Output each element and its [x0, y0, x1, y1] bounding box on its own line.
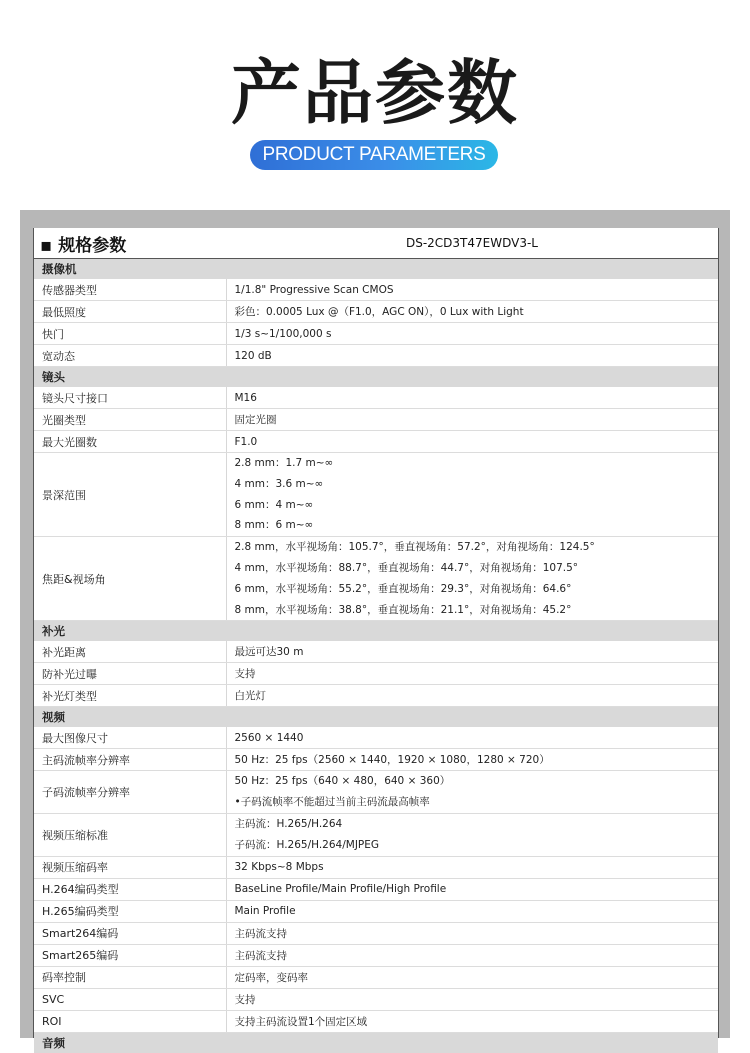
row-value: 支持主码流设置1个固定区域: [226, 1010, 718, 1032]
row-label: 视频压缩标准: [34, 813, 226, 856]
row-label: 防补光过曝: [34, 663, 226, 685]
row-value: 50 Hz：25 fps（2560 × 1440，1920 × 1080，1280 × 720）: [226, 749, 718, 771]
table-row: [34, 988, 718, 1010]
row-value: F1.0: [226, 431, 718, 453]
table-row: [34, 966, 718, 988]
value-line: 2.8 mm：1.7 m~∞: [234, 457, 334, 469]
table-row: [34, 813, 718, 856]
row-value: [226, 813, 718, 856]
row-label: 视频压缩码率: [34, 856, 226, 878]
row-label: 焦距&视场角: [34, 537, 226, 621]
row-value: Main Profile: [226, 900, 718, 922]
row-label: 镜头尺寸接口: [34, 387, 226, 409]
section-header-camera: 摄像机: [34, 259, 718, 280]
table-row: [34, 387, 718, 409]
table-title: [34, 228, 226, 259]
row-label: 子码流帧率分辨率: [34, 771, 226, 814]
row-label: Smart264编码: [34, 922, 226, 944]
value-line: 主码流：H.265/H.264: [234, 817, 343, 830]
row-value: 白光灯: [226, 685, 718, 707]
value-line: 4 mm，水平视场角：88.7°，垂直视场角：44.7°，对角视场角：107.5°: [234, 561, 579, 574]
table-row: [34, 279, 718, 301]
table-row: [34, 323, 718, 345]
row-label: Smart265编码: [34, 944, 226, 966]
row-label: 码率控制: [34, 966, 226, 988]
row-value: [226, 771, 718, 814]
table-row: [34, 685, 718, 707]
row-label: 主码流帧率分辨率: [34, 749, 226, 771]
value-line: 子码流：H.265/H.264/MJPEG: [234, 838, 380, 851]
row-value: M16: [226, 387, 718, 409]
row-value: 固定光圈: [226, 409, 718, 431]
row-value: 1/1.8" Progressive Scan CMOS: [226, 279, 718, 301]
row-label: ROI: [34, 1010, 226, 1032]
table-row: [34, 345, 718, 367]
table-title-text: 规格参数: [58, 235, 127, 256]
value-line: 6 mm：4 m~∞: [234, 498, 314, 511]
row-label: SVC: [34, 988, 226, 1010]
row-value: 主码流支持: [226, 922, 718, 944]
spec-sheet: [33, 228, 719, 1050]
value-line: •子码流帧率不能超过当前主码流最高帧率: [234, 796, 430, 809]
row-label: 补光灯类型: [34, 685, 226, 707]
row-value: 2560 × 1440: [226, 727, 718, 749]
table-header-row: [34, 228, 718, 259]
row-value: 32 Kbps~8 Mbps: [226, 856, 718, 878]
row-label: 景深范围: [34, 453, 226, 537]
spec-table: [34, 228, 718, 1053]
table-row: [34, 537, 718, 621]
value-line: 50 Hz：25 fps（640 × 480，640 × 360）: [234, 775, 451, 788]
model-number: DS-2CD3T47EWDV3-L: [226, 228, 718, 259]
section-header-light: 补光: [34, 621, 718, 642]
row-value: 定码率，变码率: [226, 966, 718, 988]
row-label: 传感器类型: [34, 279, 226, 301]
section-header-lens: 镜头: [34, 367, 718, 388]
row-value: 彩色：0.0005 Lux @（F1.0，AGC ON），0 Lux with Light: [226, 301, 718, 323]
table-row: [34, 301, 718, 323]
row-value: 最远可达30 m: [226, 641, 718, 663]
bullet-icon: ▪: [40, 234, 53, 256]
row-label: 快门: [34, 323, 226, 345]
row-label: H.265编码类型: [34, 900, 226, 922]
table-row: [34, 663, 718, 685]
table-row: [34, 878, 718, 900]
row-value: 支持: [226, 663, 718, 685]
value-line: 8 mm，水平视场角：38.8°，垂直视场角：21.1°，对角视场角：45.2°: [234, 603, 572, 616]
page-header: [0, 0, 750, 210]
table-row: [34, 431, 718, 453]
row-label: 最低照度: [34, 301, 226, 323]
value-line: 8 mm：6 m~∞: [234, 519, 314, 532]
row-value: BaseLine Profile/Main Profile/High Profile: [226, 878, 718, 900]
row-label: 最大光圈数: [34, 431, 226, 453]
table-row: [34, 453, 718, 537]
table-row: [34, 727, 718, 749]
page-title: 产品参数: [231, 52, 519, 134]
table-row: [34, 409, 718, 431]
spec-frame: [20, 210, 730, 1050]
row-label: 最大图像尺寸: [34, 727, 226, 749]
table-row: [34, 641, 718, 663]
table-row: [34, 1010, 718, 1032]
table-row: [34, 944, 718, 966]
value-line: 4 mm：3.6 m~∞: [234, 477, 324, 490]
table-row: [34, 922, 718, 944]
table-row: [34, 856, 718, 878]
row-value: 主码流支持: [226, 944, 718, 966]
row-value: [226, 453, 718, 537]
row-label: 补光距离: [34, 641, 226, 663]
table-row: [34, 749, 718, 771]
row-value: 120 dB: [226, 345, 718, 367]
table-row: [34, 900, 718, 922]
value-line: 6 mm，水平视场角：55.2°，垂直视场角：29.3°，对角视场角：64.6°: [234, 582, 572, 595]
table-row: [34, 771, 718, 814]
row-label: 光圈类型: [34, 409, 226, 431]
row-value: 1/3 s~1/100,000 s: [226, 323, 718, 345]
row-value: [226, 537, 718, 621]
section-header-video: 视频: [34, 707, 718, 728]
section-header-audio: 音频: [34, 1032, 718, 1053]
subtitle-badge: PRODUCT PARAMETERS: [250, 140, 498, 170]
row-label: 宽动态: [34, 345, 226, 367]
row-label: H.264编码类型: [34, 878, 226, 900]
row-value: 支持: [226, 988, 718, 1010]
value-line: 2.8 mm，水平视场角：105.7°，垂直视场角：57.2°，对角视场角：124.5°: [234, 541, 595, 554]
